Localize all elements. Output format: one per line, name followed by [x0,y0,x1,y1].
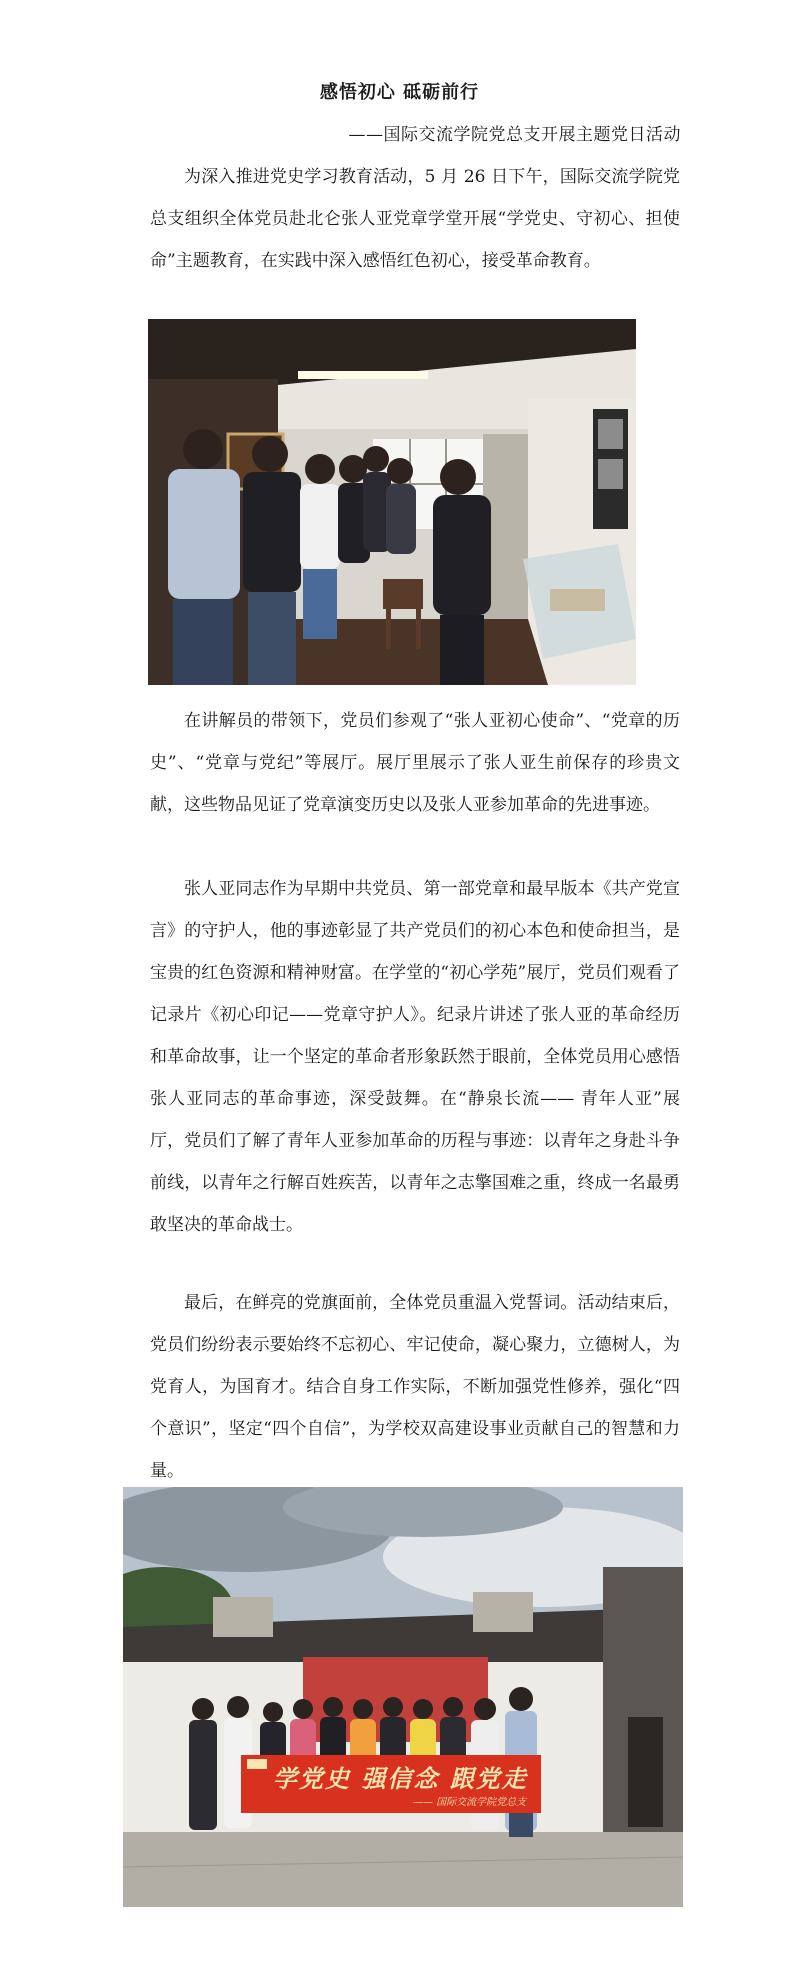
paragraph-closing: 最后，在鲜亮的党旗面前，全体党员重温入党誓词。活动结束后，党员们纷纷表示要始终不忘初心、牢记使命，凝心聚力，立德树人，为党育人，为国育才。结合自身工作实际，不断加强党性修养，强化“四个意识”，坚定“四个自信”，为学校双高建设事业贡献自己的智慧和力量。 [150,1293,680,1481]
paragraph-intro: 为深入推进党史学习教育活动，5 月 26 日下午，国际交流学院党总支组织全体党员赴北仑张人亚党章学堂开展“学党史、守初心、担使命”主题教育，在实践中深入感悟红色初心，接受革命教育。 [150,167,680,271]
paragraph-visit: 在讲解员的带领下，党员们参观了“张人亚初心使命”、“党章的历史”、“党章与党纪”等展厅。展厅里展示了张人亚生前保存的珍贵文献，这些物品见证了党章演变历史以及张人亚参加革命的先进事迹。 [150,711,680,815]
banner-slogan: 学党史 强信念 跟党走 [273,1764,528,1793]
article-subtitle: ——国际交流学院党总支开展主题党日活动 [348,125,681,145]
paragraph-story: 张人亚同志作为早期中共党员、第一部党章和最早版本《共产党宣言》的守护人，他的事迹彰显了共产党员们的初心本色和使命担当，是宝贵的红色资源和精神财富。在学堂的“初心学苑”展厅，党员们观看了记录片《初心印记——党章守护人》。纪录片讲述了张人亚的革命经历和革命故事，让一个坚定的革命者形象跃然于眼前，全体党员用心感悟张人亚同志的革命事迹，深受鼓舞。在“静泉长流—— 青年人亚”展厅，党员们了解了青年人亚参加革命的历程与事迹：以青年之身赴斗争前线，以青年之行解百姓疾苦，以青年之志擎国难之重，终成一名最勇敢坚决的革命战士。 [150,879,680,1235]
banner-signature: —— 国际交流学院党总支 [413,1797,527,1808]
exhibition-hall-photo [148,319,636,685]
article-title: 感悟初心 砥砺前行 [319,82,480,103]
group-photo [123,1487,683,1907]
